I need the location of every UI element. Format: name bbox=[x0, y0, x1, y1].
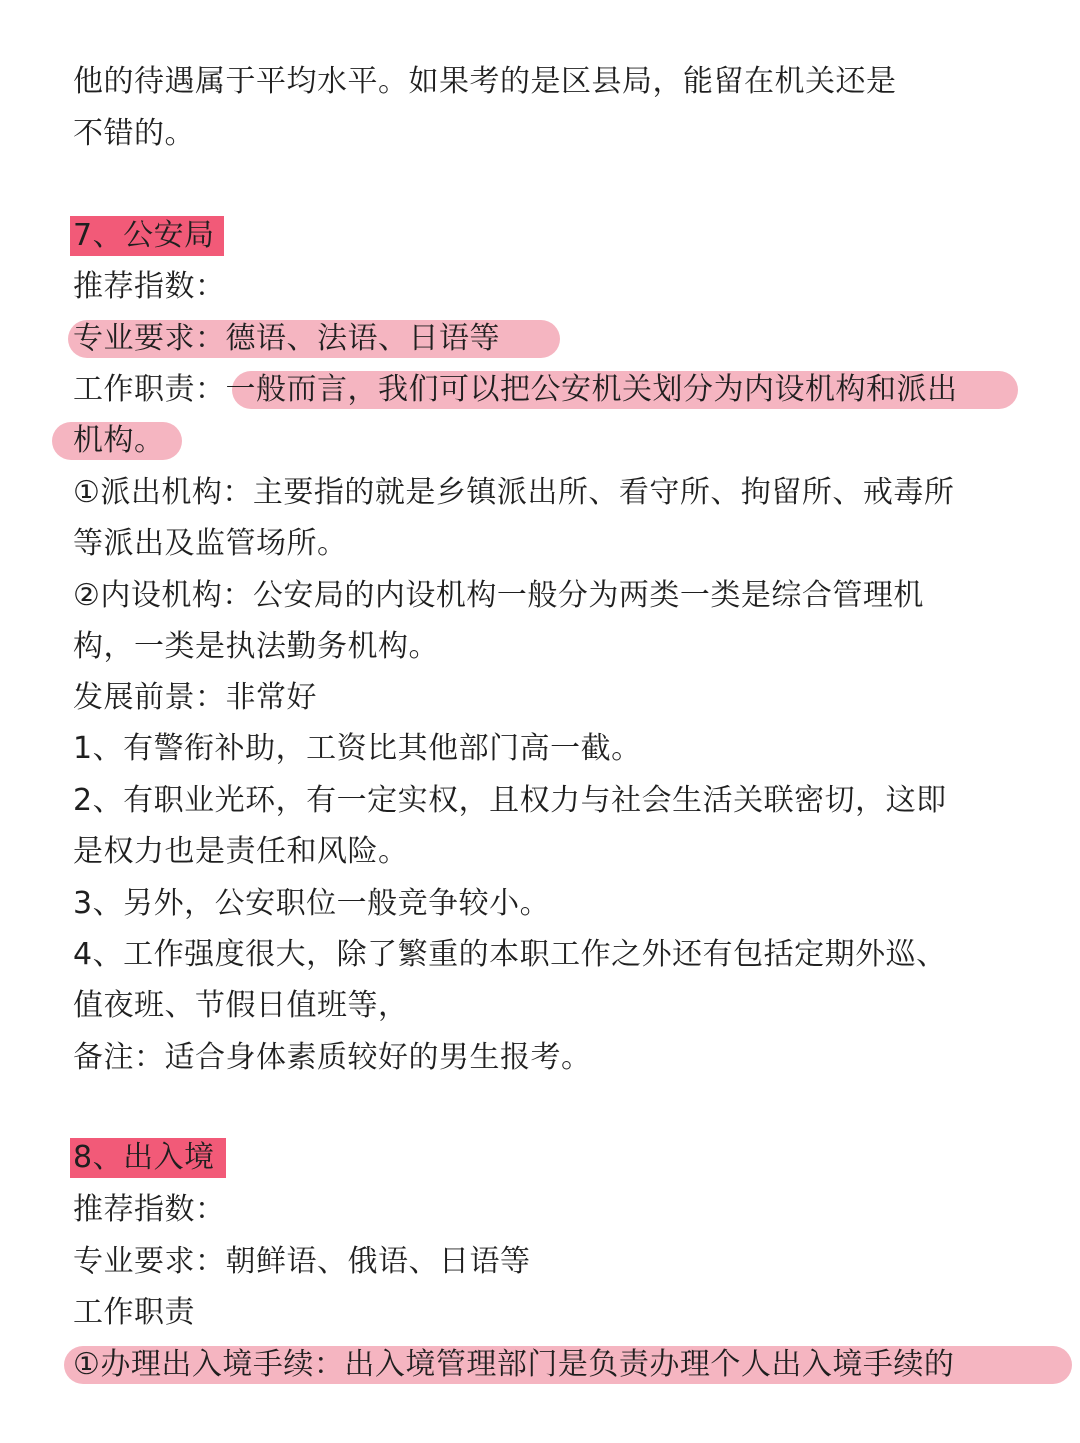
intro-line-2: 不错的。 bbox=[73, 116, 195, 151]
section7-dispatched-line-2: 等派出及监管场所。 bbox=[73, 526, 348, 561]
section7-internal-line-2: 构，一类是执法勤务机构。 bbox=[73, 629, 439, 664]
section7-duty-line-1: 工作职责：一般而言，我们可以把公安机关划分为内设机构和派出 bbox=[73, 372, 958, 407]
section7-major: 专业要求：德语、法语、日语等 bbox=[73, 321, 500, 356]
section7-point-1: 1、有警衔补助，工资比其他部门高一截。 bbox=[73, 731, 642, 766]
section7-point-2-line-2: 是权力也是责任和风险。 bbox=[73, 834, 409, 869]
section7-internal-line-1: ②内设机构：公安局的内设机构一般分为两类一类是综合管理机 bbox=[73, 578, 924, 613]
section7-point-4-line-2: 值夜班、节假日值班等， bbox=[73, 988, 409, 1023]
section8-major: 专业要求：朝鲜语、俄语、日语等 bbox=[73, 1244, 531, 1279]
section7-recommend: 推荐指数： bbox=[73, 269, 226, 304]
section8-heading: 8、出入境 bbox=[73, 1140, 215, 1175]
section8-duty-label: 工作职责 bbox=[73, 1295, 195, 1330]
section7-duty-line-2: 机构。 bbox=[73, 423, 165, 458]
section7-point-4-line-1: 4、工作强度很大，除了繁重的本职工作之外还有包括定期外巡、 bbox=[73, 937, 947, 972]
section7-heading: 7、公安局 bbox=[73, 218, 215, 253]
section7-prospect: 发展前景：非常好 bbox=[73, 680, 317, 715]
section7-dispatched-line-1: ①派出机构：主要指的就是乡镇派出所、看守所、拘留所、戒毒所 bbox=[73, 475, 955, 510]
section7-point-2-line-1: 2、有职业光环，有一定实权，且权力与社会生活关联密切，这即 bbox=[73, 783, 947, 818]
section8-duty-line-1: ①办理出入境手续：出入境管理部门是负责办理个人出入境手续的 bbox=[73, 1347, 955, 1382]
section8-recommend: 推荐指数： bbox=[73, 1192, 226, 1227]
section7-note: 备注：适合身体素质较好的男生报考。 bbox=[73, 1040, 592, 1075]
intro-line-1: 他的待遇属于平均水平。如果考的是区县局，能留在机关还是 bbox=[73, 64, 897, 99]
section7-point-3: 3、另外，公安职位一般竞争较小。 bbox=[73, 886, 551, 921]
